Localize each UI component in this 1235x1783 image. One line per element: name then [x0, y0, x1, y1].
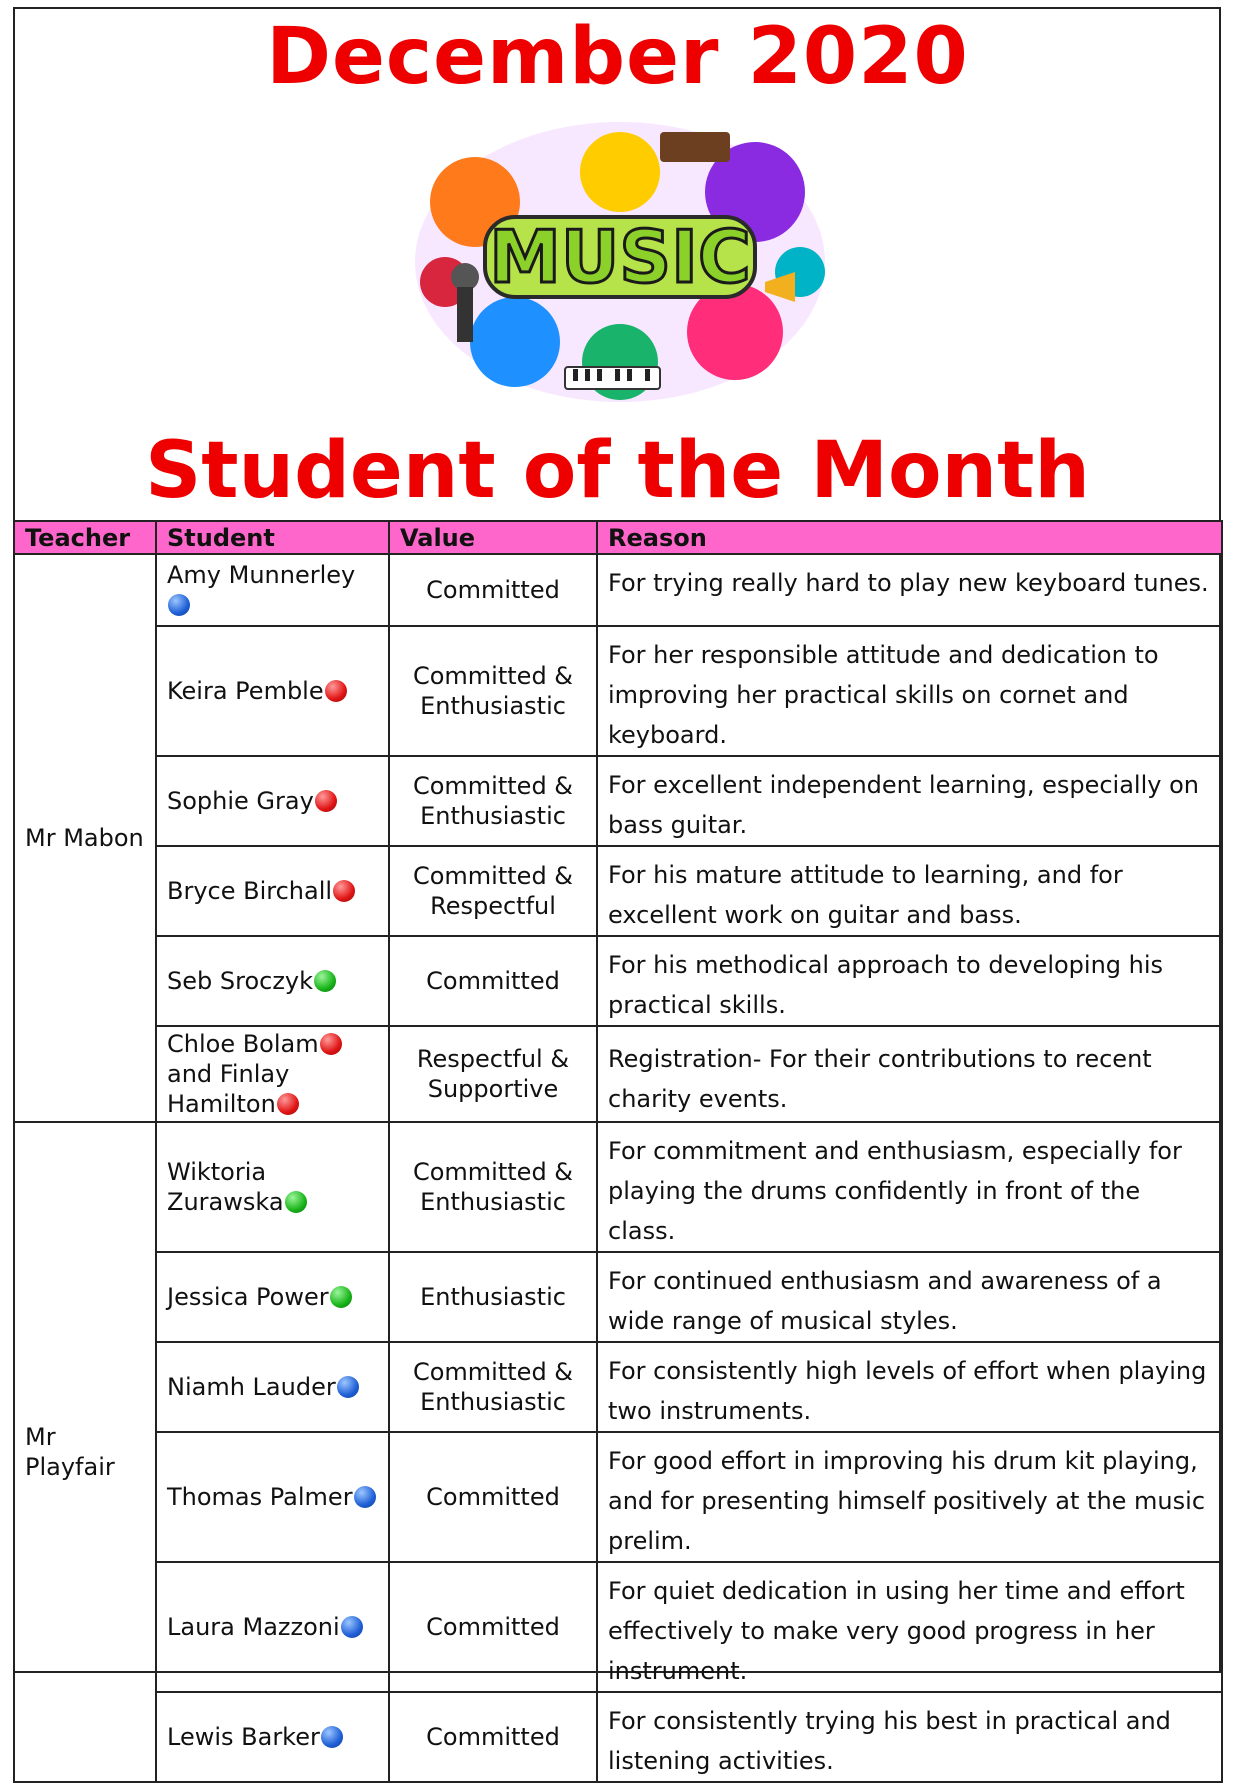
value-cell: Committed: [389, 1692, 597, 1782]
student-cell: [156, 1122, 389, 1252]
student-cell: [156, 1026, 389, 1122]
blue-dot-icon: [337, 1376, 359, 1398]
table-row: [14, 626, 1222, 756]
student-cell: [156, 1252, 389, 1342]
column-header-value: Value: [389, 521, 597, 554]
blue-dot-icon: [321, 1726, 343, 1748]
table-row: [14, 756, 1222, 846]
table-row: [14, 1026, 1222, 1122]
green-dot-icon: [330, 1286, 352, 1308]
student-cell: [156, 1692, 389, 1782]
student-name: Niamh Lauder: [167, 1373, 336, 1401]
reason-cell: For her responsible attitude and dedication to improving her practical skills on cornet and keyboard.: [597, 626, 1222, 756]
table-row: [14, 1122, 1222, 1252]
student-cell: [156, 1432, 389, 1562]
table-row: [14, 1432, 1222, 1562]
reason-cell: For excellent independent learning, especially on bass guitar.: [597, 756, 1222, 846]
column-header-student: Student: [156, 521, 389, 554]
red-dot-icon: [315, 790, 337, 812]
reason-cell: For commitment and enthusiasm, especially for playing the drums confidently in front of the class.: [597, 1122, 1222, 1252]
column-header-reason: Reason: [597, 521, 1222, 554]
reason-cell: For quiet dedication in using her time and effort effectively to make very good progress in her instrument.: [597, 1562, 1222, 1692]
svg-text:MUSIC: MUSIC: [489, 215, 751, 299]
student-name: Laura Mazzoni: [167, 1613, 340, 1641]
table-row: [14, 1692, 1222, 1782]
value-cell: Committed: [389, 1432, 597, 1562]
student-name: Lewis Barker: [167, 1723, 320, 1751]
table-row: [14, 1562, 1222, 1692]
student-cell: [156, 936, 389, 1026]
blue-dot-icon: [354, 1486, 376, 1508]
student-name: Jessica Power: [167, 1283, 329, 1311]
reason-cell: Registration- For their contributions to recent charity events.: [597, 1026, 1222, 1122]
teacher-cell: Mr Mabon: [14, 554, 156, 1122]
reason-cell: For his mature attitude to learning, and for excellent work on guitar and bass.: [597, 846, 1222, 936]
table-row: [14, 1252, 1222, 1342]
value-cell: Committed & Respectful: [389, 846, 597, 936]
table-row: [14, 1342, 1222, 1432]
table-row: [14, 846, 1222, 936]
reason-cell: For consistently trying his best in practical and listening activities.: [597, 1692, 1222, 1782]
student-name: Sophie Gray: [167, 787, 314, 815]
green-dot-icon: [285, 1191, 307, 1213]
student-cell: [156, 1342, 389, 1432]
student-cell: [156, 1562, 389, 1692]
table-row: [14, 554, 1222, 626]
reason-cell: For his methodical approach to developing his practical skills.: [597, 936, 1222, 1026]
student-name: and Finlay Hamilton: [167, 1060, 290, 1118]
blue-dot-icon: [168, 594, 190, 616]
column-header-teacher: Teacher: [14, 521, 156, 554]
value-cell: Enthusiastic: [389, 1252, 597, 1342]
value-cell: Committed & Enthusiastic: [389, 1342, 597, 1432]
music-collage-image: [405, 112, 835, 412]
table-row: [14, 936, 1222, 1026]
student-name: Thomas Palmer: [167, 1483, 353, 1511]
reason-cell: For good effort in improving his drum kit playing, and for presenting himself positively at the music prelim.: [597, 1432, 1222, 1562]
page-subtitle: Student of the Month: [145, 426, 1090, 516]
reason-cell: For trying really hard to play new keyboard tunes.: [597, 554, 1222, 626]
blue-dot-icon: [341, 1616, 363, 1638]
student-name: Wiktoria Zurawska: [167, 1158, 284, 1216]
student-cell: [156, 756, 389, 846]
reason-cell: For consistently high levels of effort when playing two instruments.: [597, 1342, 1222, 1432]
value-cell: Committed: [389, 554, 597, 626]
student-cell: [156, 626, 389, 756]
table-header-row: [14, 521, 1222, 554]
student-cell: [156, 554, 389, 626]
red-dot-icon: [325, 680, 347, 702]
student-name: Keira Pemble: [167, 677, 324, 705]
value-cell: Respectful & Supportive: [389, 1026, 597, 1122]
value-cell: Committed: [389, 936, 597, 1026]
value-cell: Committed & Enthusiastic: [389, 1122, 597, 1252]
value-cell: Committed & Enthusiastic: [389, 626, 597, 756]
students-table: [13, 520, 1223, 1783]
student-cell: [156, 846, 389, 936]
green-dot-icon: [314, 970, 336, 992]
teacher-cell: Mr Playfair: [14, 1122, 156, 1782]
student-name: Seb Sroczyk: [167, 967, 314, 995]
red-dot-icon: [320, 1033, 342, 1055]
red-dot-icon: [277, 1093, 299, 1115]
reason-cell: For continued enthusiasm and awareness of a wide range of musical styles.: [597, 1252, 1222, 1342]
value-cell: Committed & Enthusiastic: [389, 756, 597, 846]
student-name: Chloe Bolam: [167, 1030, 319, 1058]
student-name: Bryce Birchall: [167, 877, 333, 905]
red-dot-icon: [333, 880, 355, 902]
value-cell: Committed: [389, 1562, 597, 1692]
student-name: Amy Munnerley: [167, 561, 356, 589]
page-title: December 2020: [266, 12, 969, 102]
